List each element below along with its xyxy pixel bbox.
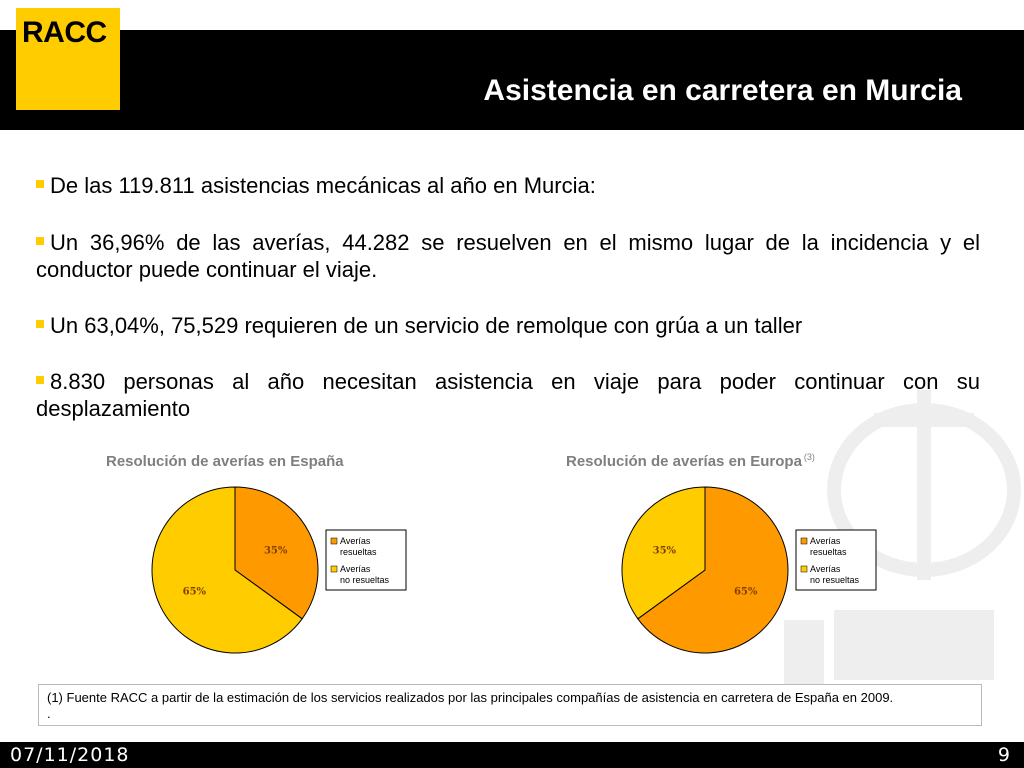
bullet-2: Un 36,96% de las averías, 44.282 se resuelven en el mismo lugar de la incidencia y el conductor puede continuar el viaje. [36, 230, 980, 282]
legend-label: Averías [340, 564, 371, 574]
legend-label: Averías [340, 536, 371, 546]
legend-label: Averías [810, 564, 841, 574]
bullet-square-icon [36, 180, 44, 188]
chart-title-europa: Resolución de averías en Europa $^{(3)}$ [566, 452, 815, 470]
chart-title-espana: Resolución de averías en España [106, 453, 344, 470]
legend-label: Averías [810, 536, 841, 546]
legend-label: no resueltas [340, 575, 390, 585]
bullet-square-icon [36, 320, 44, 328]
page-title: Asistencia en carretera en Murcia [483, 74, 962, 107]
bullet-3: Un 63,04%, 75,529 requieren de un servicio de remolque con grúa a un taller [36, 312, 980, 339]
page-number: 9 [997, 744, 1010, 766]
pie-data-label: 65% [182, 586, 207, 598]
pie-chart-europa [610, 478, 890, 658]
bullet-4: 8.830 personas al año necesitan asistencia en viaje para poder continuar con su desplazamiento [36, 369, 980, 421]
pie-chart-espana [140, 478, 420, 658]
legend-swatch [331, 566, 337, 572]
bullet-1: De las 119.811 asistencias mecánicas al año en Murcia: [36, 172, 980, 199]
footnote-line-2: . [47, 706, 51, 721]
legend-label: resueltas [810, 547, 847, 557]
racc-logo [16, 8, 120, 110]
legend-label: resueltas [340, 547, 377, 557]
pie-data-label: 35% [652, 545, 677, 557]
footer-date: 07/11/2018 [10, 744, 130, 766]
footnote [38, 684, 982, 726]
footer-bar [0, 742, 1024, 768]
legend-swatch [801, 566, 807, 572]
bullet-square-icon [36, 376, 44, 384]
footnote-line-1: (1) Fuente RACC a partir de la estimación de los servicios realizados por las principales compañías de asistencia en carretera de España en 2009. [47, 690, 894, 705]
legend-swatch [331, 538, 337, 544]
logo-text: RACC [22, 16, 107, 49]
legend-swatch [801, 538, 807, 544]
legend-label: no resueltas [810, 575, 860, 585]
pie-data-label: 65% [733, 586, 758, 598]
pie-data-label: 35% [263, 545, 288, 557]
bullet-square-icon [36, 237, 44, 245]
